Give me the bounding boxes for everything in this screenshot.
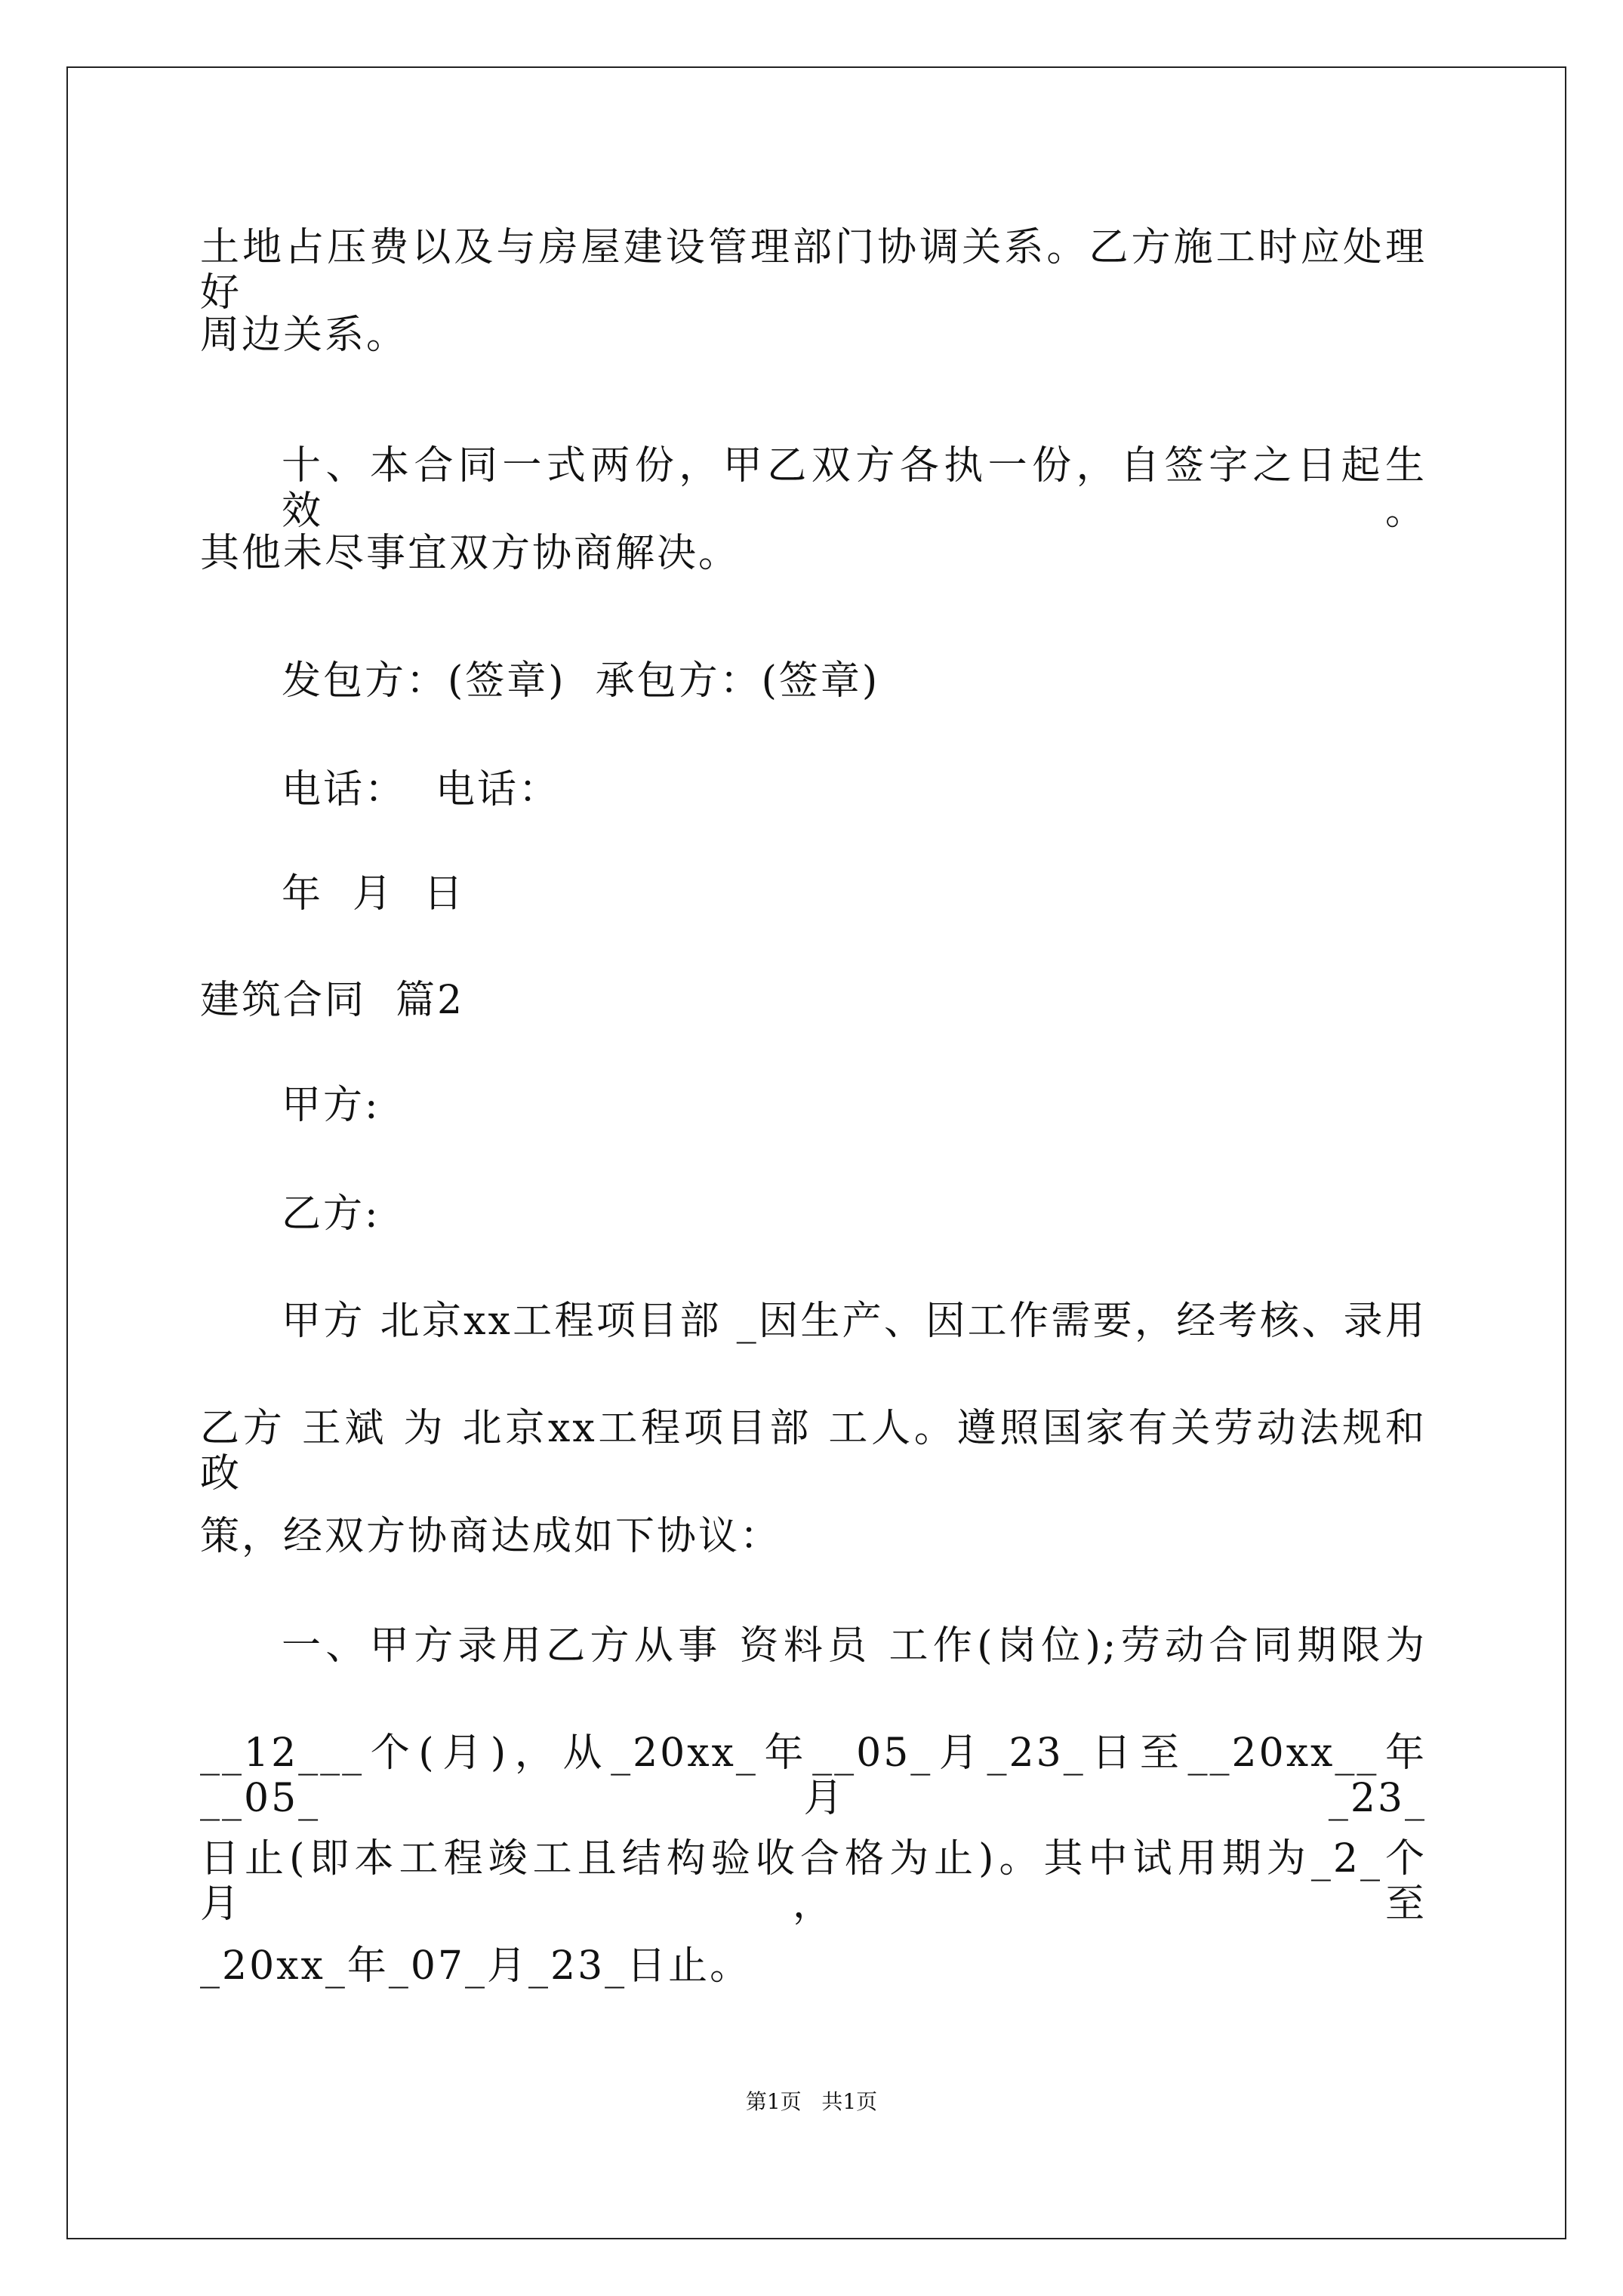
paragraph-line: _20xx_年_07_月_23_日止。 — [200, 1943, 752, 1989]
party-b-line: 乙方: — [282, 1191, 380, 1237]
paragraph-line: 甲方 北京xx工程项目部 _因生产、因工作需要，经考核、录用 — [282, 1299, 1427, 1344]
paragraph-line: 策，经双方协商达成如下协议： — [200, 1514, 782, 1559]
phone-line: 电话： 电话： — [282, 767, 561, 812]
paragraph-line: 土地占压费以及与房屋建设管理部门协调关系。乙方施工时应处理好 — [200, 225, 1427, 316]
paragraph-line: 乙方 王斌 为 北京xx工程项目部 工人。遵照国家有关劳动法规和政 — [200, 1406, 1427, 1496]
page-footer: 第1页 共1页 — [745, 2089, 878, 2114]
paragraph-line: 日止(即本工程竣工且结构验收合格为止)。其中试用期为_2_个月，至 — [200, 1836, 1427, 1927]
paragraph-line: 其他未尽事宜双方协商解决。 — [200, 531, 741, 576]
paragraph-line: 一、甲方录用乙方从事 资料员 工作(岗位);劳动合同期限为 — [282, 1623, 1427, 1669]
paragraph-line: 周边关系。 — [200, 313, 408, 358]
paragraph-line: __12___个(月)，从_20xx_年__05_月_23_日至__20xx__年__05_月_23_ — [200, 1730, 1427, 1821]
signature-line: 发包方：(签章) 承包方：(签章) — [282, 658, 880, 704]
party-a-line: 甲方: — [282, 1083, 380, 1128]
paragraph-line: 十、本合同一式两份，甲乙双方各执一份，自签字之日起生效。 — [282, 443, 1427, 534]
section-heading: 建筑合同 篇2 — [200, 978, 465, 1023]
date-line: 年 月 日 — [282, 871, 466, 917]
